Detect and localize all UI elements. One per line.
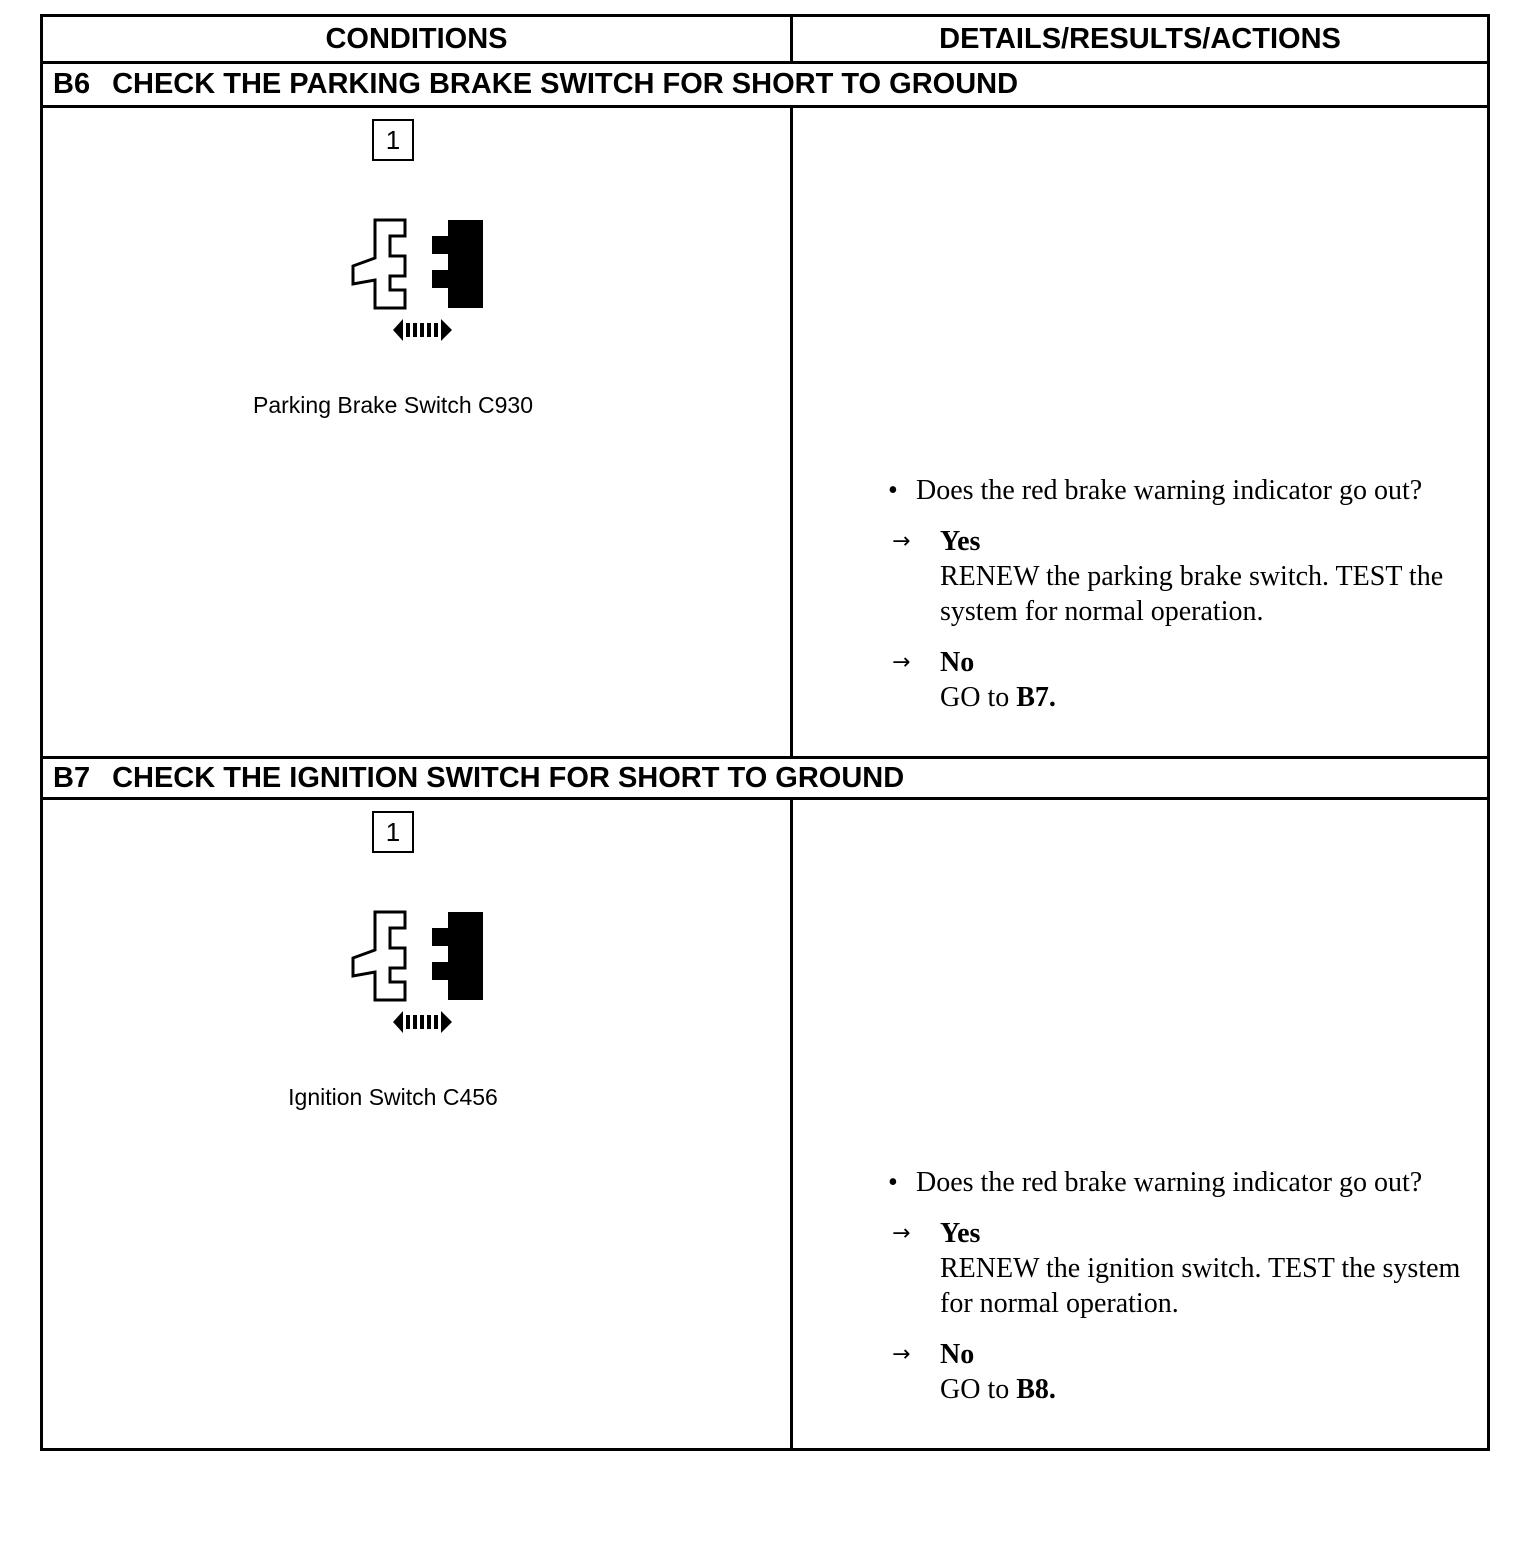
answer-yes: [888, 1216, 1468, 1321]
no-label: No: [940, 647, 975, 678]
arrow-right-icon: →: [892, 1342, 911, 1367]
details-header: DETAILS/RESULTS/ACTIONS: [939, 22, 1341, 55]
no-target: B7.: [1016, 682, 1056, 713]
no-label: No: [940, 1339, 975, 1370]
conditions-cell: [43, 800, 793, 1448]
connector-label: Ignition Switch C456: [288, 1084, 498, 1110]
question-text: Does the red brake warning indicator go out?: [916, 1167, 1423, 1198]
step-title-text: CHECK THE PARKING BRAKE SWITCH FOR SHORT TO GROUND: [112, 68, 1019, 100]
question: [888, 473, 1468, 508]
details-cell: [793, 108, 1487, 756]
answer-no: [888, 1337, 1468, 1407]
arrow-right-icon: →: [892, 650, 911, 675]
step-number-box: 1: [372, 811, 414, 853]
table-header-row: [43, 17, 1487, 64]
step-title-text: CHECK THE IGNITION SWITCH FOR SHORT TO GROUND: [112, 761, 905, 794]
question-text: Does the red brake warning indicator go out?: [916, 475, 1423, 506]
yes-action: RENEW the ignition switch. TEST the system for normal operation.: [940, 1253, 1461, 1319]
bullet-icon: •: [888, 1167, 898, 1198]
step-body-b7: [43, 800, 1487, 1448]
no-target: B8.: [1016, 1374, 1056, 1405]
no-action: [940, 680, 1468, 715]
arrow-right-icon: →: [892, 1221, 911, 1246]
connector-disconnect-icon: [348, 908, 488, 1036]
yes-label: Yes: [940, 526, 981, 557]
connector-label: Parking Brake Switch C930: [253, 392, 533, 418]
bullet-icon: •: [888, 475, 898, 506]
no-prefix: GO to: [940, 1374, 1010, 1405]
conditions-cell: [43, 108, 793, 756]
question-block: [888, 473, 1468, 715]
question: [888, 1165, 1468, 1200]
yes-label: Yes: [940, 1218, 981, 1249]
question-block: [888, 1165, 1468, 1407]
step-title-b6: [43, 64, 1487, 108]
conditions-header: CONDITIONS: [43, 17, 793, 61]
step-body-b6: [43, 108, 1487, 756]
step-code: B6: [53, 68, 91, 100]
yes-action: RENEW the parking brake switch. TEST the system for normal operation.: [940, 561, 1444, 627]
step-title-b7: [43, 756, 1487, 800]
arrow-right-icon: →: [892, 529, 911, 554]
step-code: B7: [53, 761, 91, 794]
no-action: [940, 1372, 1468, 1407]
answer-no: [888, 645, 1468, 715]
connector-disconnect-icon: [348, 216, 488, 344]
details-cell: [793, 800, 1487, 1448]
step-number-box: 1: [372, 119, 414, 161]
no-prefix: GO to: [940, 682, 1010, 713]
answer-yes: [888, 524, 1468, 629]
diagnostic-table: [40, 14, 1490, 1451]
